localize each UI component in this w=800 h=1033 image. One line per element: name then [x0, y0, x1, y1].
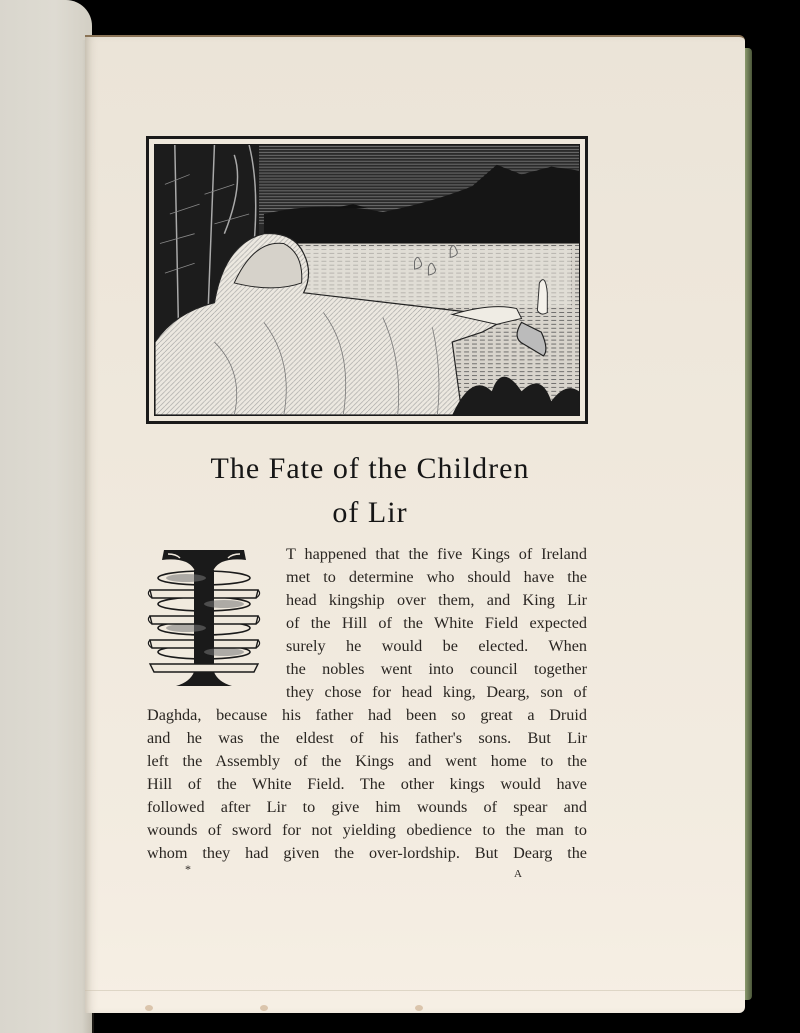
text-line: followed after Lir to give him wounds of spear and — [147, 798, 587, 816]
text-line: left the Assembly of the Kings and went home to the — [147, 752, 587, 770]
text-line: surely he would be elected. When — [286, 637, 587, 655]
chapter-illustration — [146, 136, 588, 424]
text-line: whom they had given the over-lordship. But Dearg the — [147, 844, 587, 862]
chapter-title-line-1: The Fate of the Children — [210, 452, 530, 485]
text-line: Daghda, because his father had been so great a Druid — [147, 706, 587, 724]
text-line: and he was the eldest of his father's sons. But Lir — [147, 729, 587, 747]
text-line: Hill of the White Field. The other kings would have — [147, 775, 587, 793]
footer-asterisk: * — [185, 862, 191, 876]
text-line: head kingship over them, and King Lir — [286, 591, 587, 609]
text-line: of the Hill of the White Field expected — [286, 614, 587, 632]
text-line: met to determine who should have the — [286, 568, 587, 586]
illustration-artwork — [154, 144, 580, 416]
foxing-spot — [145, 1005, 153, 1011]
foxing-spot — [260, 1005, 268, 1011]
chapter-title-line-2: of Lir — [332, 496, 408, 529]
engraving-scene — [155, 145, 579, 415]
text-line: wounds of sword for not yielding obedience to the man to — [147, 821, 587, 839]
drop-cap-ornament-icon — [146, 546, 262, 692]
text-line: the nobles went into council together — [286, 660, 587, 678]
facing-page — [0, 0, 92, 1033]
text-line: T happened that the five Kings of Ireland — [286, 545, 587, 563]
foxing-spot — [415, 1005, 423, 1011]
text-line: they chose for head king, Dearg, son of — [286, 683, 587, 701]
decorative-drop-cap-i — [146, 546, 262, 692]
signature-mark: A — [514, 868, 522, 880]
page-fold-line — [85, 990, 745, 991]
